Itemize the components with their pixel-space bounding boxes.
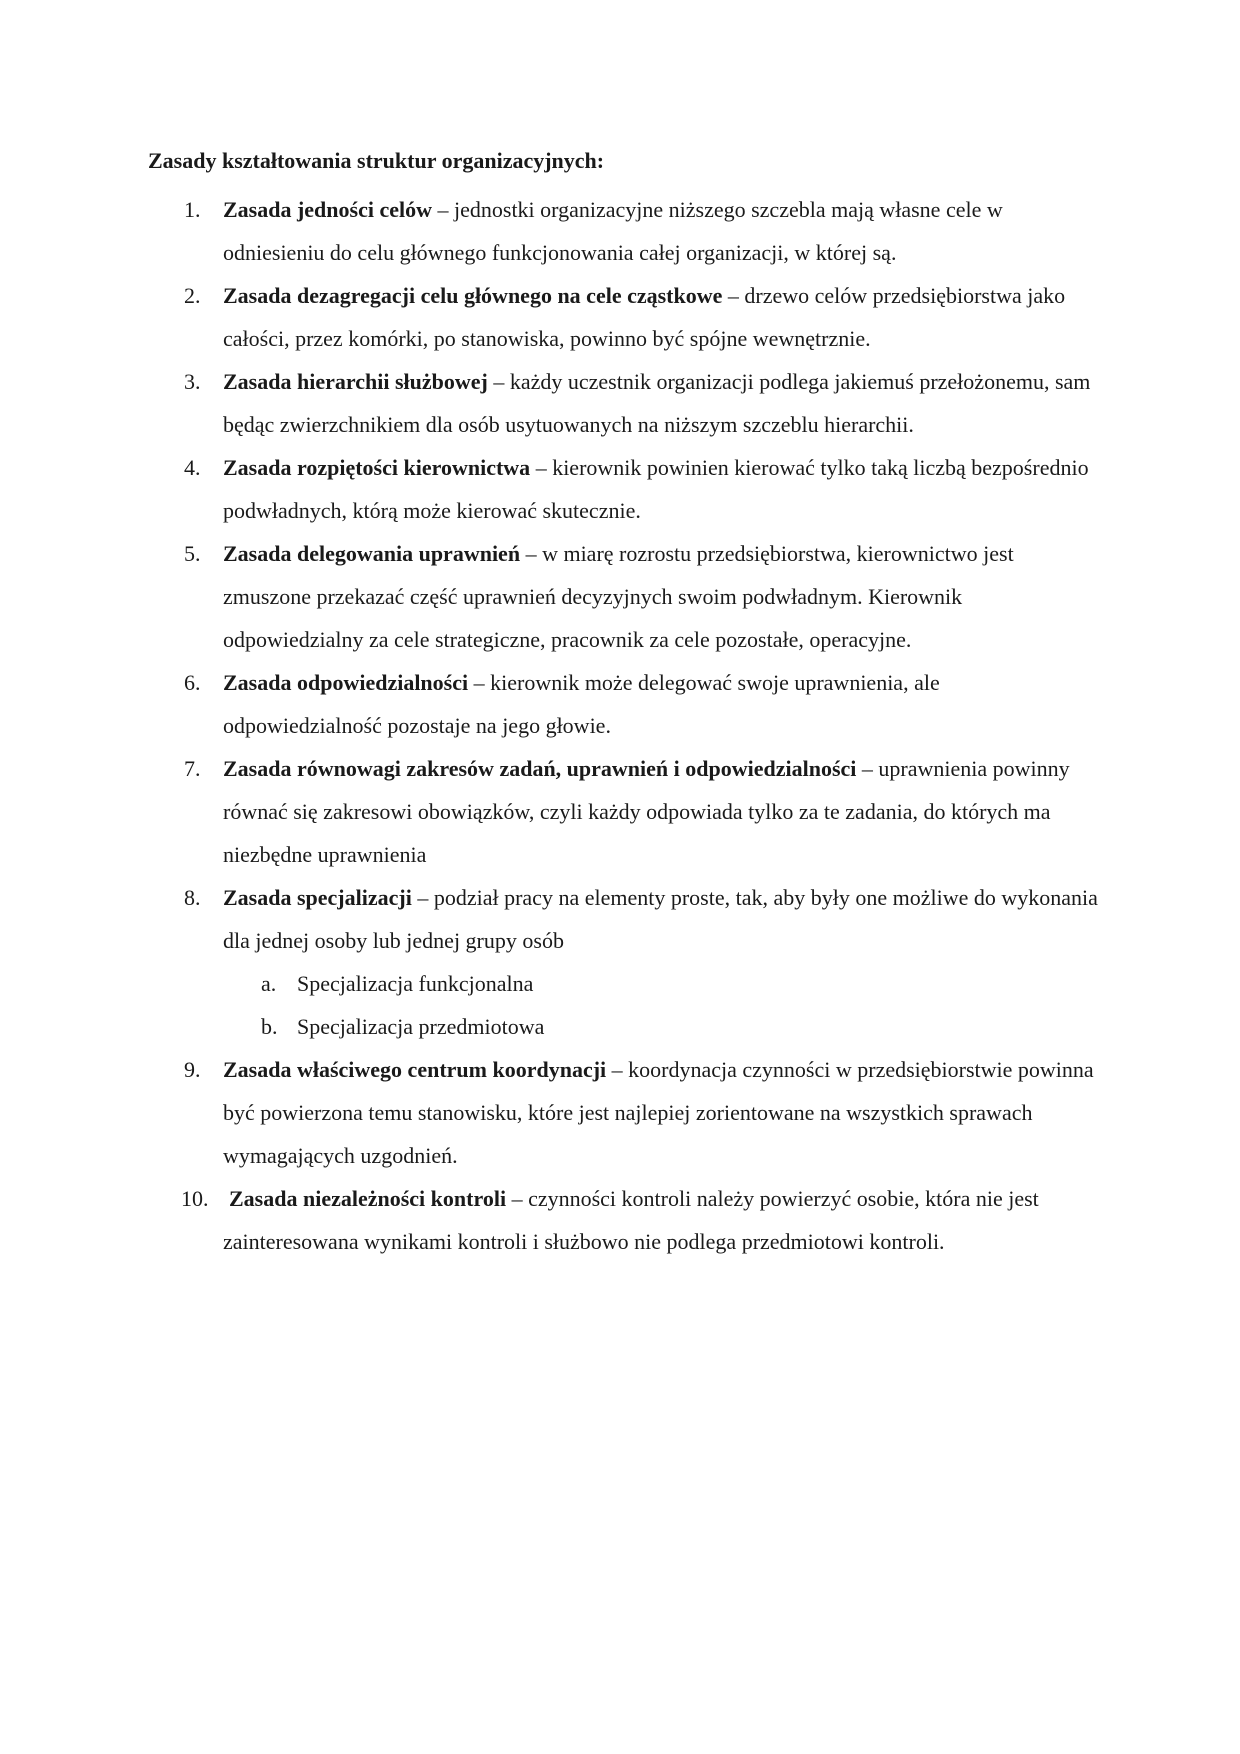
principle-text	[223, 885, 1098, 953]
principle-description: – każdy uczestnik organizacji podlega jakiemuś przełożonemu, sam będąc zwierzchnikiem dla osób usytuowanych na niższym szczeblu hierarchii.	[223, 369, 1091, 437]
principle-number: 1.	[184, 197, 201, 222]
principle-text	[223, 369, 1090, 437]
principle-number: 2.	[184, 283, 201, 308]
principle-text	[223, 756, 1070, 867]
principle-description: – drzewo celów przedsiębiorstwa jako całości, przez komórki, po stanowiska, powinno być spójne wewnętrznie.	[223, 283, 1066, 351]
sub-item	[223, 1005, 1103, 1048]
principle-item	[0, 274, 1103, 360]
principle-name: Zasada odpowiedzialności	[223, 670, 469, 695]
principle-number: 6.	[184, 670, 201, 695]
principle-name: Zasada dezagregacji celu głównego na cele cząstkowe	[223, 283, 723, 308]
principle-text	[223, 1057, 1094, 1168]
principle-item	[0, 747, 1103, 876]
principle-text	[223, 197, 1003, 265]
principle-item	[0, 1048, 1103, 1177]
principle-text	[223, 1186, 1039, 1254]
principle-item	[0, 188, 1103, 274]
principle-description: – czynności kontroli należy powierzyć osobie, która nie jest zainteresowana wynikami kontroli i służbowo nie podlega przedmiotowi kontroli.	[223, 1186, 1039, 1254]
principle-description: – w miarę rozrostu przedsiębiorstwa, kierownictwo jest zmuszone przekazać część uprawnień decyzyjnych swoim podwładnym. Kierownik odpowiedzialny za cele strategiczne, pracownik za cele pozostałe, operacyjne.	[223, 541, 1014, 652]
sub-list	[223, 962, 1103, 1048]
principles-list	[0, 188, 1240, 1263]
sub-item-text: Specjalizacja funkcjonalna	[297, 971, 534, 996]
principle-number: 3.	[184, 369, 201, 394]
principle-name: Zasada rozpiętości kierownictwa	[223, 455, 531, 480]
principle-number: 4.	[184, 455, 201, 480]
principle-number: 10.	[181, 1186, 209, 1211]
sub-item	[223, 962, 1103, 1005]
principle-text	[223, 283, 1065, 351]
principle-item	[0, 661, 1103, 747]
sub-item-text: Specjalizacja przedmiotowa	[297, 1014, 545, 1039]
principle-name: Zasada równowagi zakresów zadań, uprawnień i odpowiedzialności	[223, 756, 857, 781]
principle-number: 8.	[184, 885, 201, 910]
principle-description: – kierownik może delegować swoje uprawnienia, ale odpowiedzialność pozostaje na jego głowie.	[223, 670, 940, 738]
principle-text	[223, 670, 940, 738]
document-heading: Zasady kształtowania struktur organizacyjnych:	[148, 148, 605, 173]
principle-number: 7.	[184, 756, 201, 781]
principle-item	[0, 446, 1103, 532]
principle-name: Zasada hierarchii służbowej	[223, 369, 488, 394]
principle-number: 5.	[184, 541, 201, 566]
sub-item-letter: b.	[261, 1014, 278, 1039]
principle-name: Zasada właściwego centrum koordynacji	[223, 1057, 607, 1082]
principle-item	[0, 532, 1103, 661]
principle-name: Zasada specjalizacji	[223, 885, 412, 910]
principle-name: Zasada delegowania uprawnień	[223, 541, 521, 566]
sub-item-letter: a.	[261, 971, 277, 996]
principle-description: – jednostki organizacyjne niższego szczebla mają własne cele w odniesieniu do celu głównego funkcjonowania całej organizacji, w której są.	[223, 197, 1003, 265]
principle-item	[0, 1177, 1103, 1263]
principle-description: – kierownik powinien kierować tylko taką liczbą bezpośrednio podwładnych, którą może kierować skutecznie.	[223, 455, 1089, 523]
principle-description: – podział pracy na elementy proste, tak, aby były one możliwe do wykonania dla jednej osoby lub jednej grupy osób	[223, 885, 1098, 953]
principle-description: – uprawnienia powinny równać się zakresowi obowiązków, czyli każdy odpowiada tylko za te zadania, do których ma niezbędne uprawnienia	[223, 756, 1070, 867]
principle-item	[0, 360, 1103, 446]
principle-text	[223, 455, 1089, 523]
principle-name: Zasada jedności celów	[223, 197, 432, 222]
principle-name: Zasada niezależności kontroli	[229, 1186, 507, 1211]
principle-number: 9.	[184, 1057, 201, 1082]
principle-item	[0, 876, 1103, 1048]
principle-text	[223, 541, 1014, 652]
principle-description: – koordynacja czynności w przedsiębiorstwie powinna być powierzona temu stanowisku, które jest najlepiej zorientowane na wszystkich sprawach wymagających uzgodnień.	[223, 1057, 1094, 1168]
